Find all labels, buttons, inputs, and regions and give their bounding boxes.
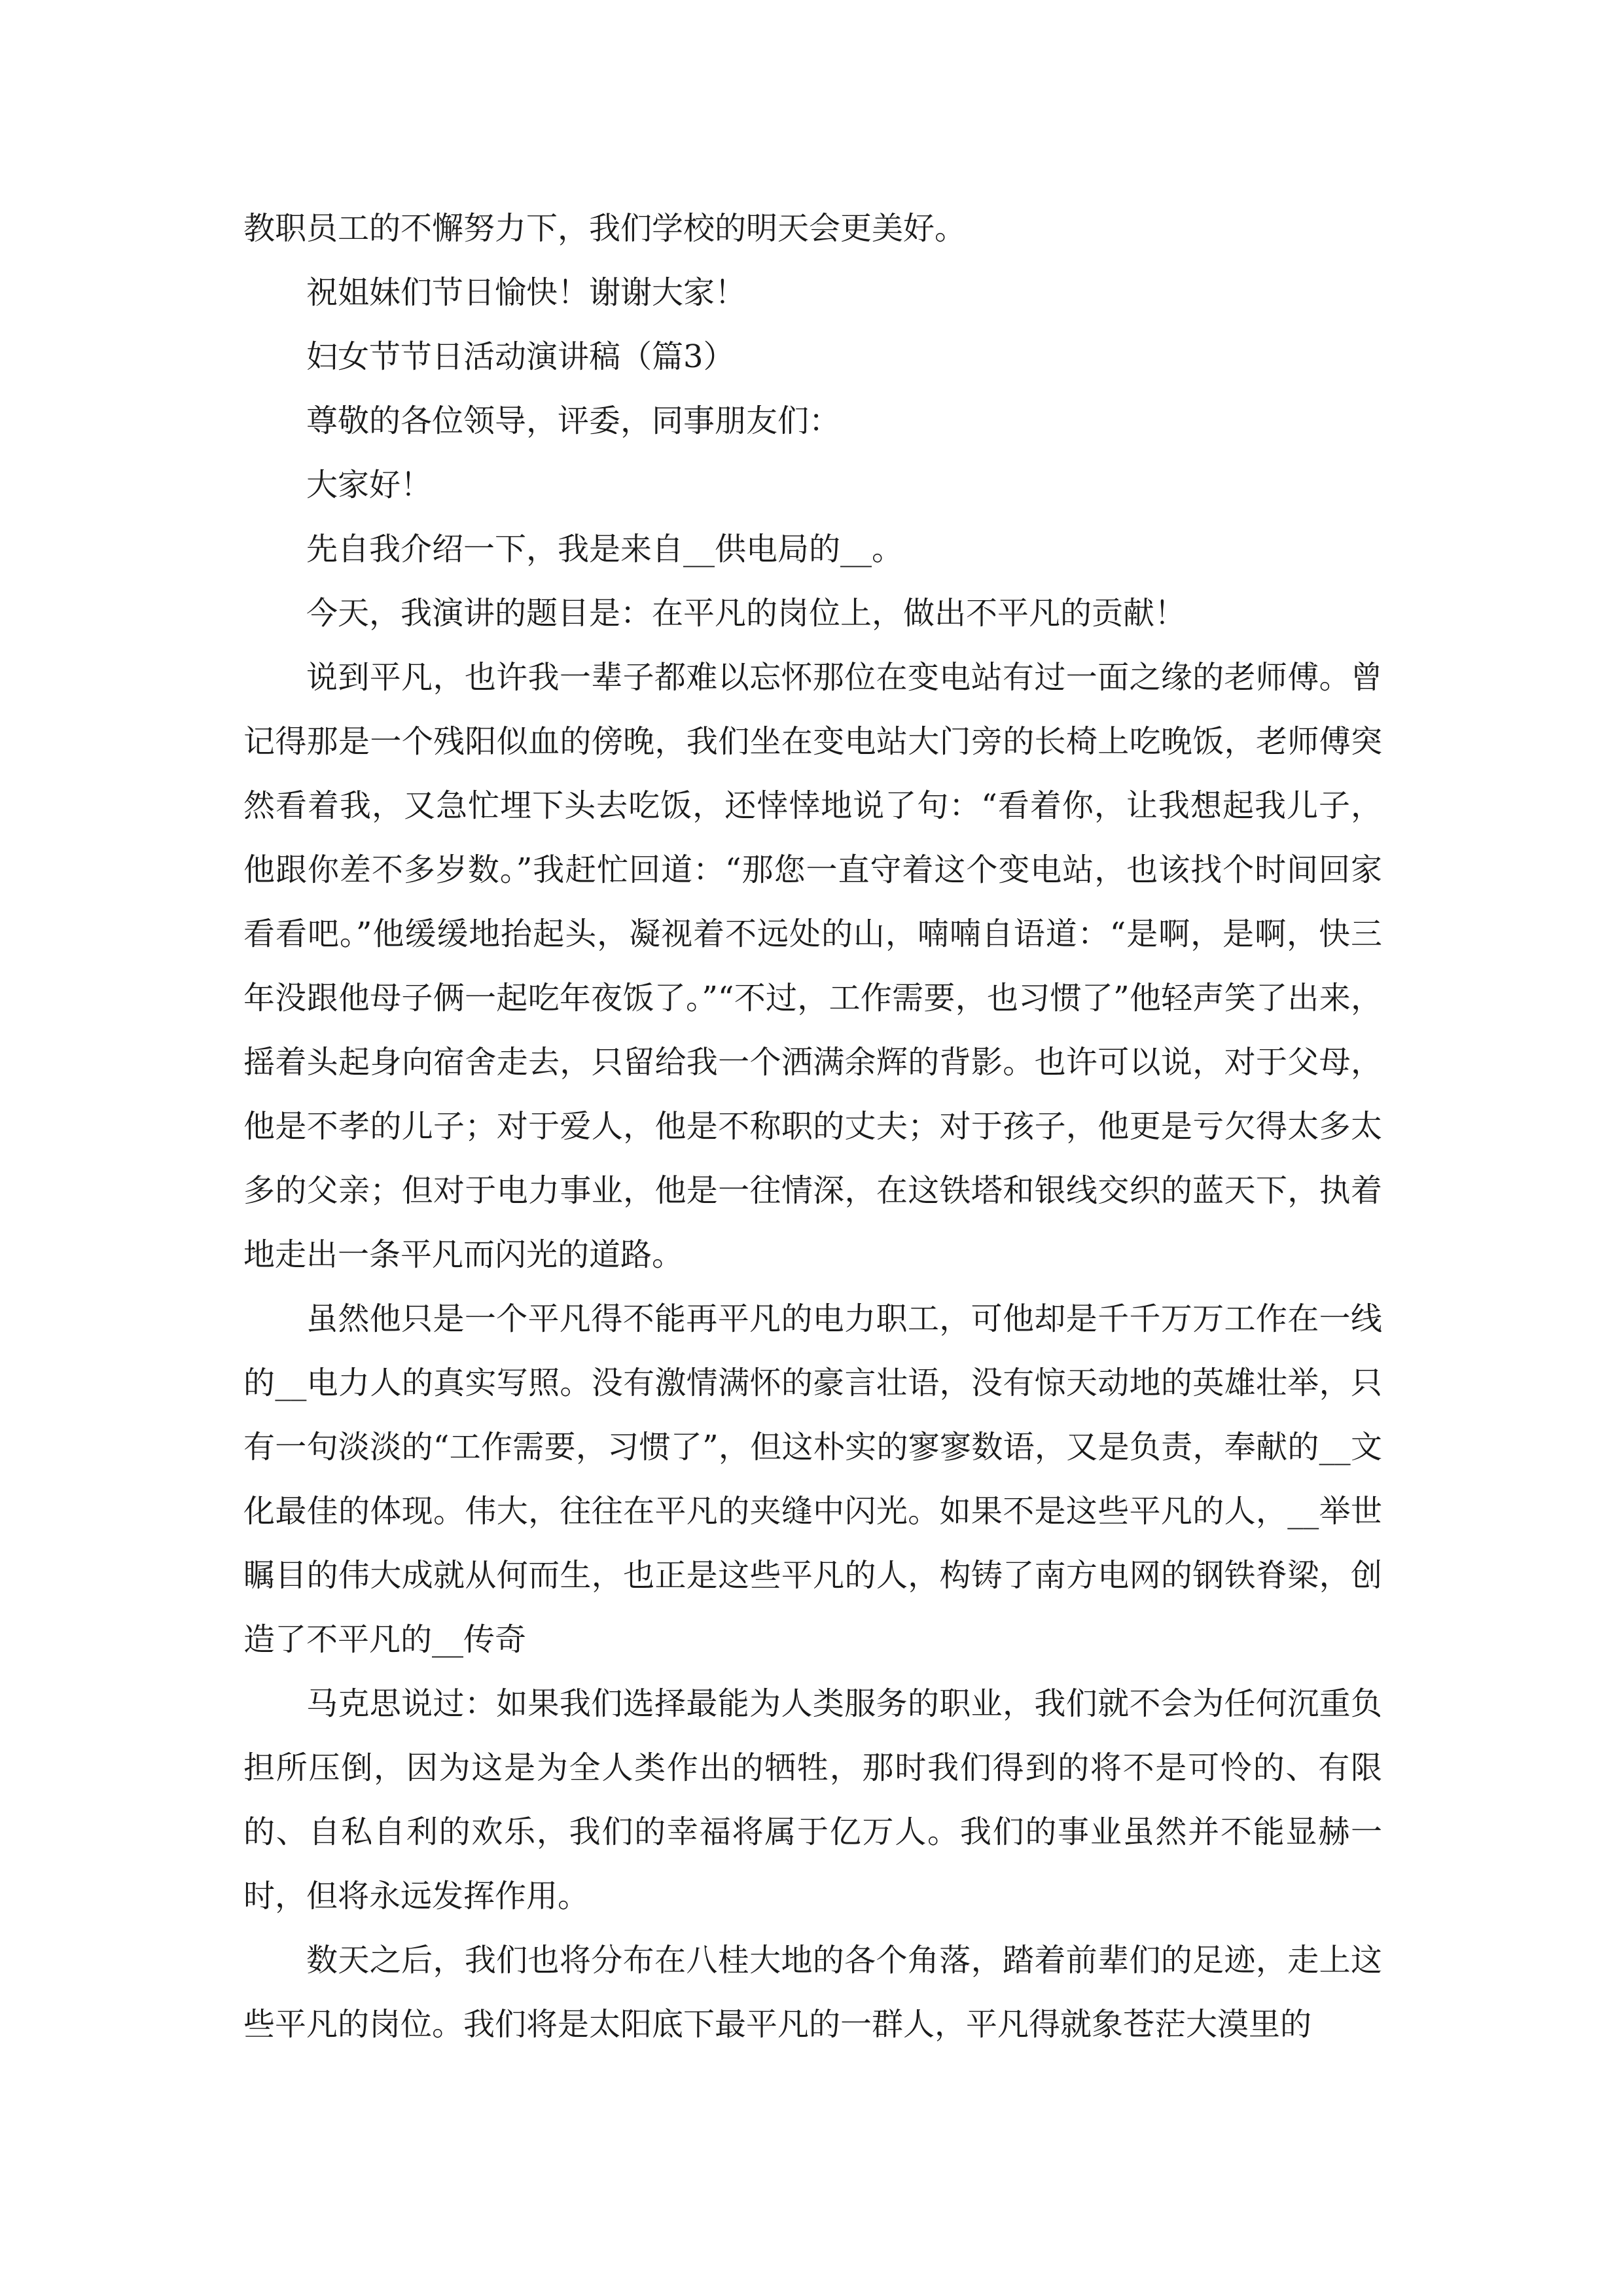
paragraph: 马克思说过：如果我们选择最能为人类服务的职业，我们就不会为任何沉重负担所压倒，因为这是为全人类作出的牺牲，那时我们得到的将不是可怜的、有限的、自私自利的欢乐，我们的幸福将属于亿万人。我们的事业虽然并不能显赫一时，但将永远发挥作用。: [243, 1685, 1382, 1914]
greeting: 大家好！: [306, 467, 433, 503]
paragraph: 说到平凡，也许我一辈子都难以忘怀那位在变电站有过一面之缘的老师傅。曾记得那是一个残阳似血的傍晚，我们坐在变电站大门旁的长椅上吃晚饭，老师傅突然看着我，又急忙埋下头去吃饭，还悻悻地说了句：“看着你，让我想起我儿子，他跟你差不多岁数。”我赶忙回道：“那您一直守着这个变电站，也该找个时间回家看看吧。”他缓缓地抬起头，凝视着不远处的山，喃喃自语道：“是啊，是啊，快三年没跟他母子俩一起吃年夜饭了。”“不过，工作需要，也习惯了”他轻声笑了出来，摇着头起身向宿舍走去，只留给我一个洒满余辉的背影。也许可以说，对于父母，他是不孝的儿子；对于爱人，他是不称职的丈夫；对于孩子，他更是亏欠得太多太多的父亲；但对于电力事业，他是一往情深，在这铁塔和银线交织的蓝天下，执着地走出一条平凡而闪光的道路。: [243, 659, 1382, 1273]
paragraph: 今天，我演讲的题目是：在平凡的岗位上，做出不平凡的贡献！: [306, 595, 1186, 632]
salutation: 尊敬的各位领导，评委，同事朋友们：: [306, 403, 841, 439]
section-title: 妇女节节日活动演讲稿（篇3）: [306, 338, 735, 375]
paragraph: 祝姐妹们节日愉快！谢谢大家！: [306, 274, 747, 311]
paragraph: 教职员工的不懈努力下，我们学校的明天会更美好。: [243, 210, 967, 247]
paragraph: 先自我介绍一下，我是来自__供电局的__。: [306, 531, 904, 567]
paragraph: 虽然他只是一个平凡得不能再平凡的电力职工，可他却是千千万万工作在一线的__电力人的真实写照。没有激情满怀的豪言壮语，没有惊天动地的英雄壮举，只有一句淡淡的“工作需要，习惯了”，但这朴实的寥寥数语，又是负责，奉献的__文化最佳的体现。伟大，往往在平凡的夹缝中闪光。如果不是这些平凡的人，__举世瞩目的伟大成就从何而生，也正是这些平凡的人，构铸了南方电网的钢铁脊梁，创造了不平凡的__传奇: [243, 1300, 1382, 1658]
body-text: [243, 196, 1382, 2056]
paragraph: 数天之后，我们也将分布在八桂大地的各个角落，踏着前辈们的足迹，走上这些平凡的岗位。我们将是太阳底下最平凡的一群人，平凡得就象苍茫大漠里的: [243, 1942, 1382, 2043]
